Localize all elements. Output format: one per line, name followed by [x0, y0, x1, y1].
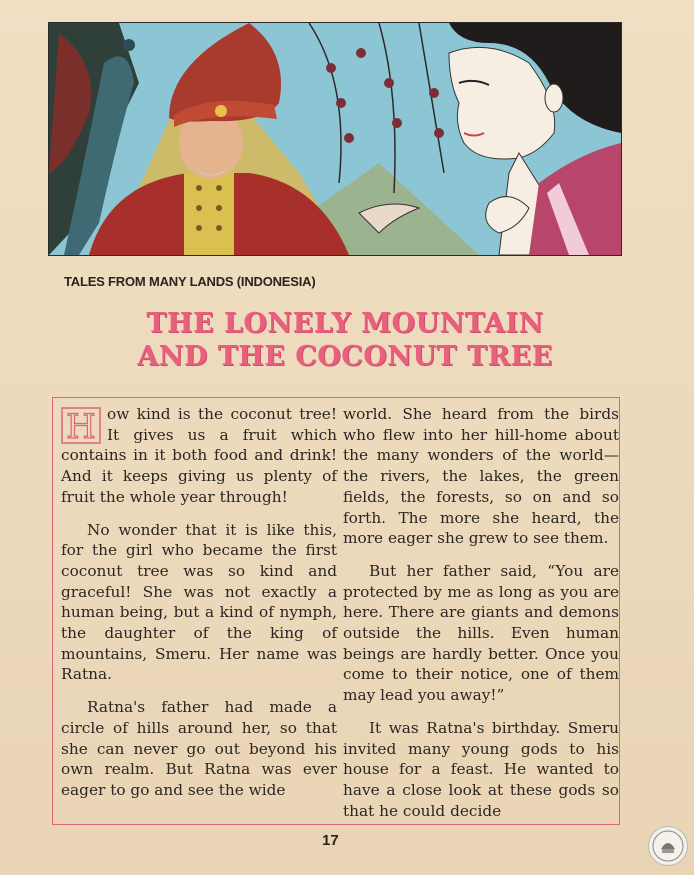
left-column	[61, 404, 337, 813]
page-number: 17	[322, 832, 339, 849]
paragraph	[61, 404, 337, 508]
right-column	[343, 404, 619, 833]
king-and-girl-illustration	[49, 23, 621, 255]
dropcap	[61, 407, 101, 444]
story-illustration	[48, 22, 622, 256]
dropcap-icon	[61, 407, 101, 444]
story-title-line2: AND THE COCONUT TREE	[137, 341, 553, 372]
paragraph-text: ow kind is the coconut tree! It gives us a fruit which contains in it both food and drink! And it keeps giving us plenty of fruit the whole year through!	[61, 405, 337, 506]
library-stamp-icon	[648, 826, 688, 866]
paragraph: It was Ratna's birthday. Smeru invited many young gods to his house for a feast. He wanted to have a close look at these gods so that he could decide	[343, 718, 619, 820]
svg-text:H: H	[66, 407, 96, 444]
paragraph: Ratna's father had made a circle of hills around her, so that she can never go out beyond his own realm. But Ratna was ever eager to go and see the wide	[61, 698, 337, 799]
story-title-line1: THE LONELY MOUNTAIN	[146, 308, 544, 339]
paragraph: But her father said, “You are protected by me as long as you are here. There are giants and demons outside the hills. Even human beings are hardly better. Once you come to their notice, one of them may lead you away!”	[343, 561, 619, 705]
story-text-frame	[52, 397, 620, 825]
paragraph: No wonder that it is like this, for the girl who became the first coconut tree was so kind and graceful! She was not exactly a human being, but a kind of nymph, the daughter of the king of mountains, Smeru. Her name was Ratna.	[61, 520, 337, 684]
paragraph: world. She heard from the birds who flew into her hill-home about the many wonders of the world—the rivers, the lakes, the green fields, the forests, so on and so forth. The more she heard, the more eager she grew to see them.	[343, 405, 619, 548]
series-label: TALES FROM MANY LANDS (INDONESIA)	[64, 274, 316, 289]
